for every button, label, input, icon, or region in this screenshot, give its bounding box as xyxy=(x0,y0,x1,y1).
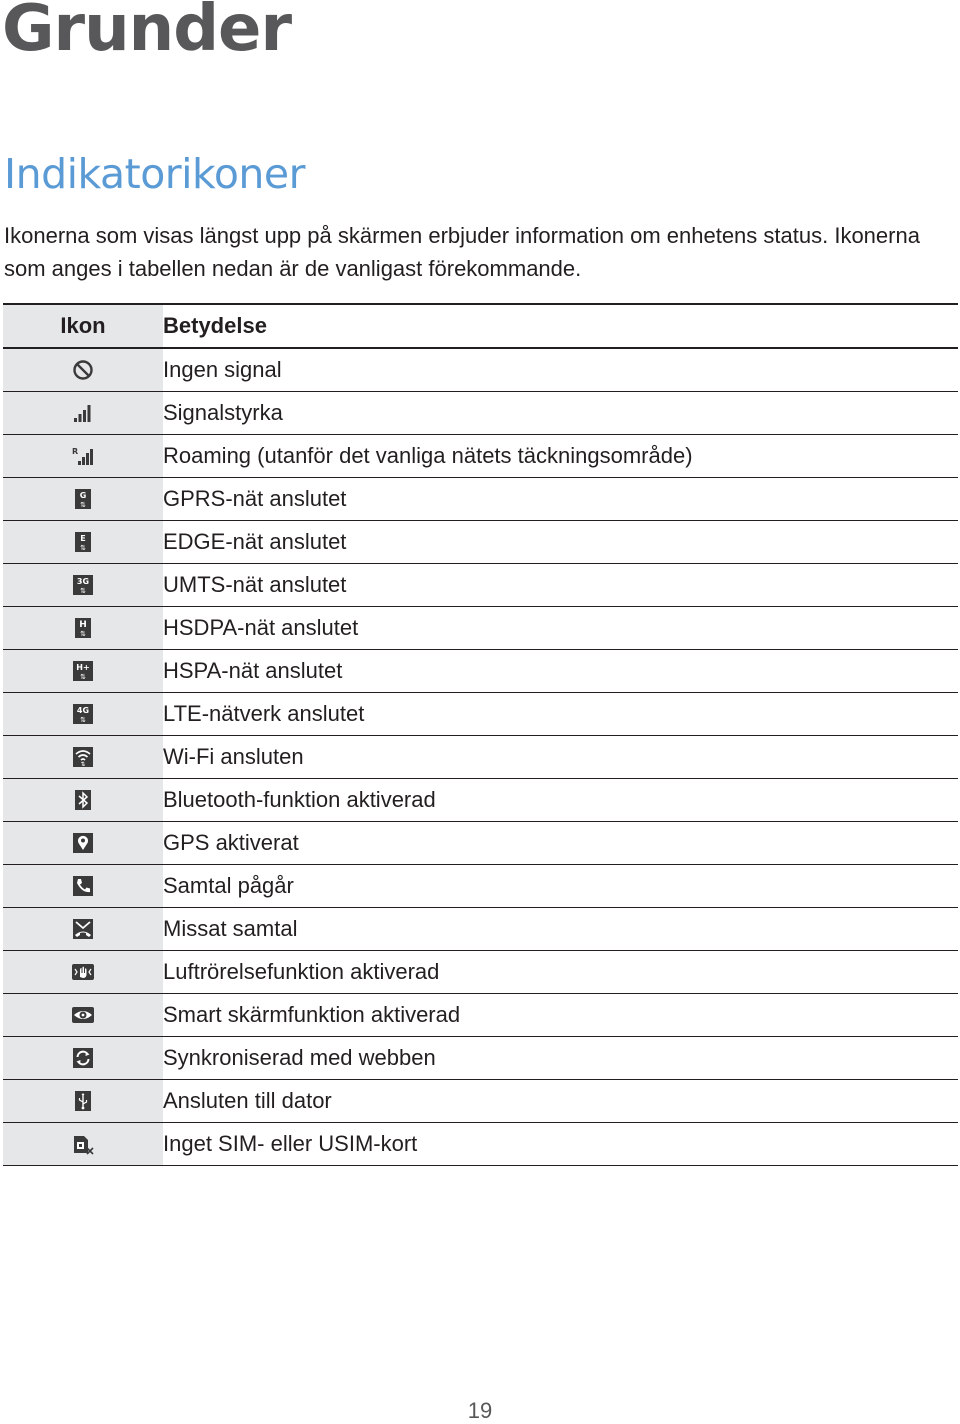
svg-text:H+: H+ xyxy=(76,663,90,672)
sync-icon xyxy=(72,1047,94,1069)
table-row xyxy=(3,521,958,564)
signal-strength-icon xyxy=(72,402,94,424)
svg-text:R: R xyxy=(72,447,79,456)
no-sim-icon xyxy=(72,1133,94,1155)
table-row xyxy=(3,693,958,736)
table-header-row xyxy=(3,304,958,348)
lte-4g-icon xyxy=(72,703,94,725)
table-row xyxy=(3,478,958,521)
svg-text:H: H xyxy=(79,620,87,630)
table-row xyxy=(3,779,958,822)
row-text: Signalstyrka xyxy=(163,392,958,435)
gprs-icon xyxy=(72,488,94,510)
bluetooth-icon xyxy=(72,789,94,811)
table-row xyxy=(3,1037,958,1080)
smart-screen-icon xyxy=(72,1004,94,1026)
table-row xyxy=(3,865,958,908)
svg-text:⇅: ⇅ xyxy=(80,716,86,724)
table-row xyxy=(3,650,958,693)
row-text: Samtal pågår xyxy=(163,865,958,908)
table-row xyxy=(3,908,958,951)
row-text: HSDPA-nät anslutet xyxy=(163,607,958,650)
row-text: GPS aktiverat xyxy=(163,822,958,865)
hsdpa-icon xyxy=(72,617,94,639)
row-text: HSPA-nät anslutet xyxy=(163,650,958,693)
header-icon: Ikon xyxy=(3,304,163,348)
row-text: Smart skärmfunktion aktiverad xyxy=(163,994,958,1037)
edge-icon xyxy=(72,531,94,553)
roaming-icon xyxy=(72,445,94,467)
table-row xyxy=(3,435,958,478)
row-text: Wi-Fi ansluten xyxy=(163,736,958,779)
svg-text:⇅: ⇅ xyxy=(80,587,86,595)
table-row xyxy=(3,392,958,435)
svg-text:⇅: ⇅ xyxy=(80,544,86,552)
row-text: Synkroniserad med webben xyxy=(163,1037,958,1080)
call-icon xyxy=(72,875,94,897)
svg-text:3G: 3G xyxy=(76,577,90,586)
row-text: Roaming (utanför det vanliga nätets täckningsområde) xyxy=(163,435,958,478)
row-text: Ingen signal xyxy=(163,348,958,392)
row-text: Ansluten till dator xyxy=(163,1080,958,1123)
table-row xyxy=(3,1080,958,1123)
umts-3g-icon xyxy=(72,574,94,596)
row-text: LTE-nätverk anslutet xyxy=(163,693,958,736)
svg-text:4G: 4G xyxy=(76,706,90,715)
chapter-title: Grunder xyxy=(2,0,291,66)
row-text: Luftrörelsefunktion aktiverad xyxy=(163,951,958,994)
row-text: GPRS-nät anslutet xyxy=(163,478,958,521)
row-text: Missat samtal xyxy=(163,908,958,951)
header-meaning: Betydelse xyxy=(163,304,958,348)
section-title: Indikatorikoner xyxy=(4,150,305,198)
table-row xyxy=(3,994,958,1037)
missed-call-icon xyxy=(72,918,94,940)
row-text: EDGE-nät anslutet xyxy=(163,521,958,564)
indicator-table xyxy=(3,303,958,1166)
wifi-icon xyxy=(72,746,94,768)
table-row xyxy=(3,822,958,865)
page-number: 19 xyxy=(467,1398,493,1423)
svg-text:E: E xyxy=(80,534,86,543)
table-row xyxy=(3,348,958,392)
table-row xyxy=(3,1123,958,1166)
row-text: UMTS-nät anslutet xyxy=(163,564,958,607)
table-row xyxy=(3,607,958,650)
svg-text:⇅: ⇅ xyxy=(80,501,86,509)
intro-paragraph: Ikonerna som visas längst upp på skärmen erbjuder information om enhetens status. Ikonerna som anges i tabellen nedan är de vanligast förekommande. xyxy=(4,223,920,281)
table-row xyxy=(3,564,958,607)
no-signal-icon xyxy=(72,359,94,381)
row-text: Bluetooth-funktion aktiverad xyxy=(163,779,958,822)
usb-icon xyxy=(72,1090,94,1112)
svg-text:⇅: ⇅ xyxy=(80,630,86,638)
svg-text:⇅: ⇅ xyxy=(80,673,86,681)
table-row xyxy=(3,951,958,994)
svg-text:⇅: ⇅ xyxy=(80,761,86,768)
table-row xyxy=(3,736,958,779)
svg-text:G: G xyxy=(79,491,87,500)
hspa-icon xyxy=(72,660,94,682)
gps-icon xyxy=(72,832,94,854)
row-text: Inget SIM- eller USIM-kort xyxy=(163,1123,958,1166)
air-motion-icon xyxy=(72,961,94,983)
